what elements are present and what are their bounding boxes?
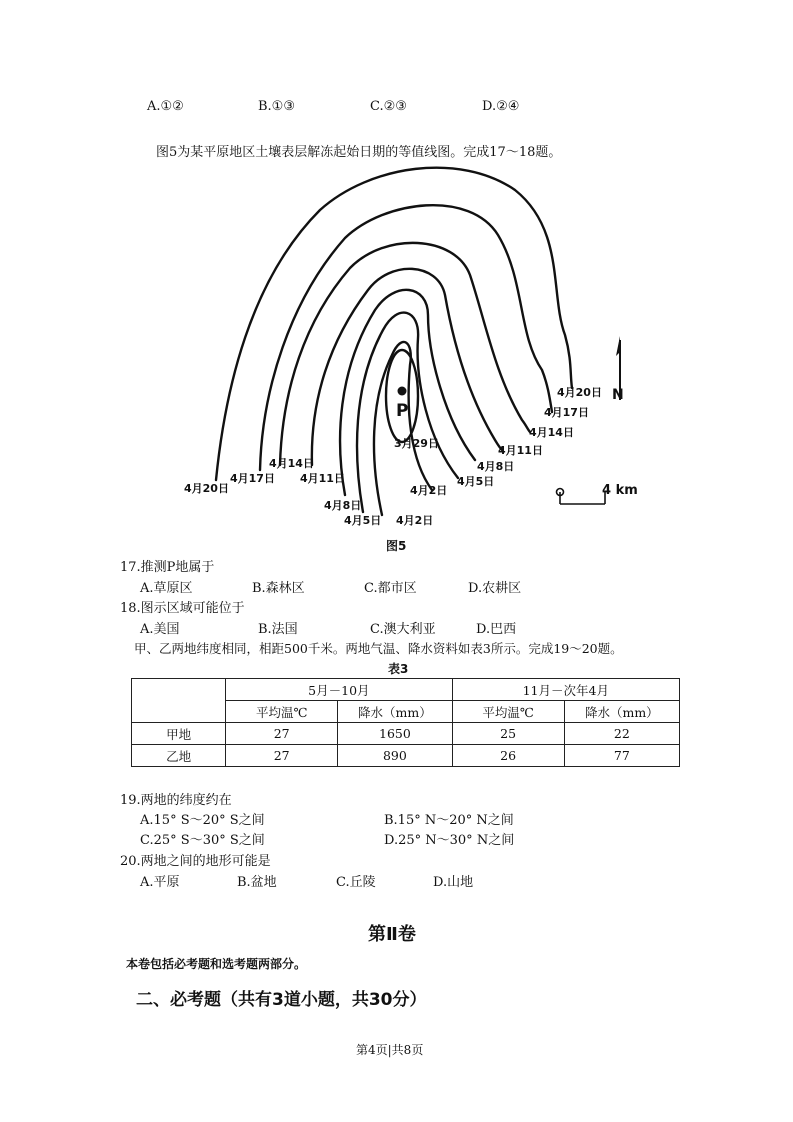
q18-option-b: B.法国	[258, 622, 298, 637]
table3-period: 11月－次年4月	[452, 679, 679, 701]
q18-option-c: C.澳大利亚	[370, 622, 436, 637]
q17-option-a: A.草原区	[140, 581, 193, 596]
q20-option-d: D.山地	[433, 875, 474, 890]
label-left-4-20: 4月20日	[184, 482, 229, 495]
table3-cell: 26	[452, 745, 564, 767]
table3-cell: 1650	[338, 723, 452, 745]
q16-option-d: D.②④	[482, 99, 520, 114]
isoline-3-29	[386, 350, 418, 442]
north-label: N	[612, 387, 624, 403]
fig5-isoline-map	[170, 160, 650, 555]
label-left-4-17: 4月17日	[230, 472, 275, 485]
table3-period-row	[132, 679, 680, 701]
q20-option-b: B.盆地	[237, 875, 277, 890]
table3-cell: 77	[564, 745, 679, 767]
table3-cell: 27	[226, 745, 338, 767]
table3-period: 5月－10月	[226, 679, 452, 701]
label-right-4-2: 4月2日	[410, 484, 448, 497]
point-p-marker	[398, 387, 407, 396]
label-left-4-8: 4月8日	[324, 499, 362, 512]
table3-cell: 890	[338, 745, 452, 767]
table-row	[132, 723, 680, 745]
q18-option-d: D.巴西	[476, 622, 517, 637]
q18-stem: 18.图示区域可能位于	[120, 601, 245, 616]
q19-stem: 19.两地的纬度约在	[120, 793, 232, 808]
label-left-4-2: 4月2日	[396, 514, 434, 527]
table3-cell: 22	[564, 723, 679, 745]
table3-corner-cell	[132, 679, 226, 723]
fig5-caption: 图5	[386, 539, 407, 553]
table3-title: 表3	[388, 662, 409, 676]
page-footer: 第4页|共8页	[356, 1043, 424, 1057]
table3-subheader: 降水（mm）	[564, 701, 679, 723]
q17-stem: 17.推测P地属于	[120, 560, 215, 575]
q19-option-c: C.25° S～30° S之间	[140, 833, 265, 848]
q16-option-a: A.①②	[147, 99, 184, 114]
label-right-4-14: 4月14日	[529, 426, 574, 439]
label-right-4-8: 4月8日	[477, 460, 515, 473]
table3-row-name: 乙地	[132, 745, 226, 767]
q18-option-a: A.美国	[140, 622, 180, 637]
q17-option-d: D.农耕区	[468, 581, 522, 596]
part2-title: 第Ⅱ卷	[368, 924, 416, 945]
q17-option-b: B.森林区	[252, 581, 305, 596]
q19-option-d: D.25° N～30° N之间	[384, 833, 515, 848]
q20-stem: 20.两地之间的地形可能是	[120, 854, 271, 869]
label-left-4-5: 4月5日	[344, 514, 382, 527]
q17-option-c: C.都市区	[364, 581, 417, 596]
label-left-4-11: 4月11日	[300, 472, 345, 485]
scale-label: 4 km	[602, 483, 638, 498]
point-p-label: P	[396, 401, 409, 421]
table3-subheader: 降水（mm）	[338, 701, 452, 723]
label-center-3-29: 3月29日	[394, 437, 439, 450]
table3-subheader: 平均温℃	[452, 701, 564, 723]
table3-cell: 25	[452, 723, 564, 745]
table-intro: 甲、乙两地纬度相同，相距500千米。两地气温、降水资料如表3所示。完成19～20题。	[134, 641, 623, 656]
label-right-4-17: 4月17日	[544, 406, 589, 419]
q20-option-c: C.丘陵	[336, 875, 376, 890]
table3-row-name: 甲地	[132, 723, 226, 745]
q19-option-b: B.15° N～20° N之间	[384, 813, 514, 828]
table3-cell: 27	[226, 723, 338, 745]
q20-option-a: A.平原	[140, 875, 180, 890]
fig5-intro: 图5为某平原地区土壤表层解冻起始日期的等值线图。完成17～18题。	[156, 145, 562, 160]
isoline-4-20	[216, 168, 572, 480]
label-right-4-11: 4月11日	[498, 444, 543, 457]
label-right-4-20: 4月20日	[557, 386, 602, 399]
q19-option-a: A.15° S～20° S之间	[140, 813, 265, 828]
q16-option-c: C.②③	[370, 99, 407, 114]
table3	[131, 678, 680, 767]
label-left-4-14: 4月14日	[269, 457, 314, 470]
q16-option-b: B.①③	[258, 99, 295, 114]
table3-subheader: 平均温℃	[226, 701, 338, 723]
section2-title: 二、必考题（共有3道小题，共30分）	[136, 990, 427, 1010]
scale-bar	[557, 489, 606, 505]
part2-note: 本卷包括必考题和选考题两部分。	[126, 957, 307, 971]
table-row	[132, 745, 680, 767]
isoline-4-17	[260, 205, 552, 470]
label-right-4-5: 4月5日	[457, 475, 495, 488]
